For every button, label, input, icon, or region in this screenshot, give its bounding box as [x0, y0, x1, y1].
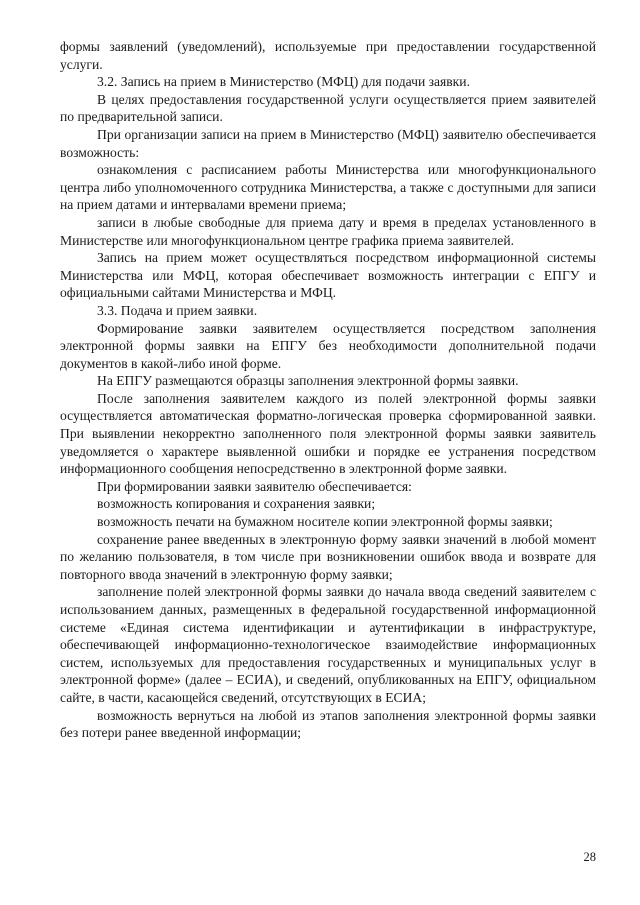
paragraph: Формирование заявки заявителем осуществляется посредством заполнения электронной формы заявки на ЕПГУ без необходимости дополнительной подачи документов в какой-либо иной форме. [60, 320, 596, 371]
paragraph: На ЕПГУ размещаются образцы заполнения электронной формы заявки. [97, 373, 519, 389]
document-page [60, 38, 596, 742]
page-number: 28 [583, 850, 596, 864]
paragraph: формы заявлений (уведомлений), используемые при предоставлении государственной услуги. [60, 39, 596, 72]
list-item: записи в любые свободные для приема дату и время в пределах установленного в Министерстве или многофункциональном центре графика приема заявителей. [60, 214, 596, 248]
paragraph: При формировании заявки заявителю обеспечивается: [97, 478, 412, 494]
section-heading: 3.2. Запись на прием в Министерство (МФЦ) для подачи заявки. [97, 74, 470, 90]
paragraph: Запись на прием может осуществляться посредством информационной системы Министерства или МФЦ, которая обеспечивает возможность интеграции с ЕПГУ и официальными сайтами Министерства и МФЦ. [60, 250, 596, 301]
list-item: ознакомления с расписанием работы Министерства или многофункционального центра либо уполномоченного сотрудника Министерства, а также с доступными для записи на прием датами и интервалами времени приема; [60, 162, 596, 213]
list-item: возможность вернуться на любой из этапов заполнения электронной формы заявки без потери ранее введенной информации; [60, 707, 596, 741]
list-item: заполнение полей электронной формы заявки до начала ввода сведений заявителем с использованием данных, размещенных в федеральной государственной информационной системе «Единая система идентификации и аутентификации в инфраструктуре, обеспечивающей информационно-технологическое взаимодействие информационных систем, используемых для предоставления государственных и муниципальных услуг в электронной форме» (далее – ЕСИА), и сведений, опубликованных на ЕПГУ, официальном сайте, в части, касающейся сведений, отсутствующих в ЕСИА; [60, 584, 596, 705]
section-heading: 3.3. Подача и прием заявки. [97, 302, 258, 318]
list-item: возможность печати на бумажном носителе копии электронной формы заявки; [97, 514, 553, 530]
list-item: сохранение ранее введенных в электронную форму заявки значений в любой момент по желанию пользователя, в том числе при возникновении ошибок ввода и возврате для повторного ввода значений в электронную форму заявки; [60, 531, 596, 582]
paragraph: При организации записи на прием в Министерство (МФЦ) заявителю обеспечивается возможность: [60, 126, 596, 160]
paragraph: В целях предоставления государственной услуги осуществляется прием заявителей по предварительной записи. [60, 91, 596, 125]
paragraph: После заполнения заявителем каждого из полей электронной формы заявки осуществляется автоматическая форматно-логическая проверка сформированной заявки. При выявлении некорректно заполненного поля электронной формы заявки заявитель уведомляется о характере выявленной ошибки и порядке ее устранения посредством информационного сообщения непосредственно в электронной форме заявки. [60, 390, 596, 477]
list-item: возможность копирования и сохранения заявки; [97, 496, 376, 512]
